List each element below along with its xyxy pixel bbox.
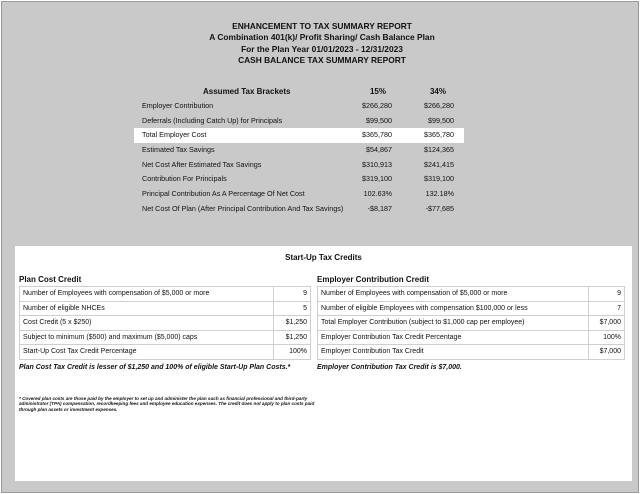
plan-cost-credit-section <box>19 273 311 371</box>
row-value: 7 <box>588 301 624 316</box>
plan-year: For the Plan Year 01/01/2023 - 12/31/2023 <box>241 43 403 54</box>
value-34: $319,100 <box>424 174 454 184</box>
table-row <box>134 158 464 173</box>
plan-cost-credit-note: Plan Cost Tax Credit is lesser of $1,250 and 100% of eligible Start-Up Plan Costs.* <box>19 363 291 371</box>
row-label: Start-Up Cost Tax Credit Percentage <box>20 345 274 360</box>
value-34: 132.18% <box>425 189 454 199</box>
table-row <box>20 301 311 316</box>
row-value: $1,250 <box>273 316 310 331</box>
table-row <box>134 114 464 129</box>
row-value: 9 <box>588 287 624 302</box>
row-label: Estimated Tax Savings <box>142 145 215 155</box>
row-label: Net Cost After Estimated Tax Savings <box>142 159 262 169</box>
value-15: 102.63% <box>363 189 392 199</box>
table-row <box>318 301 625 316</box>
highlighted-row-total-employer-cost <box>134 128 464 143</box>
plan-cost-credit-table <box>19 286 311 360</box>
value-15: -$8,187 <box>367 203 392 213</box>
table-row <box>20 287 311 302</box>
table-row <box>134 99 464 114</box>
value-15: $319,100 <box>362 174 392 184</box>
row-value: 100% <box>273 345 310 360</box>
report-subtitle: A Combination 401(k)/ Profit Sharing/ Cash Balance Plan <box>209 32 435 43</box>
value-34: $365,780 <box>424 130 454 140</box>
startup-tax-credits-panel <box>15 246 632 481</box>
row-label: Contribution For Principals <box>142 174 227 184</box>
row-label: Total Employer Contribution (subject to $1,000 cap per employee) <box>318 316 589 331</box>
value-15: $54,867 <box>366 145 392 155</box>
value-15: $310,913 <box>362 159 392 169</box>
tax-summary-header <box>134 86 464 98</box>
report-section-title: CASH BALANCE TAX SUMMARY REPORT <box>238 54 406 65</box>
row-label: Employer Contribution Tax Credit Percentage <box>318 330 589 345</box>
table-row <box>20 345 311 360</box>
row-label: Number of Employees with compensation of $5,000 or more <box>20 287 274 302</box>
row-value: 100% <box>588 330 624 345</box>
plan-cost-credit-heading: Plan Cost Credit <box>19 275 82 284</box>
row-label: Employer Contribution Tax Credit <box>318 345 589 360</box>
row-value: $7,000 <box>588 316 624 331</box>
row-label: Number of eligible NHCEs <box>20 301 274 316</box>
report-title: ENHANCEMENT TO TAX SUMMARY REPORT <box>232 21 412 31</box>
bracket-34-heading: 34% <box>429 87 446 96</box>
startup-credits-title: Start-Up Tax Credits <box>285 253 362 262</box>
table-row <box>318 345 625 360</box>
value-34: $124,365 <box>424 145 454 155</box>
row-label: Principal Contribution As A Percentage Of Net Cost <box>142 189 305 199</box>
value-15: $365,780 <box>362 130 392 140</box>
value-15: $266,280 <box>362 101 392 110</box>
value-34: $99,500 <box>428 115 454 125</box>
row-label: Subject to minimum ($500) and maximum ($5,000) caps <box>20 330 274 345</box>
row-label: Number of Employees with compensation of $5,000 or more <box>318 287 589 302</box>
row-value: 5 <box>273 301 310 316</box>
report-header <box>2 21 640 66</box>
row-value: 9 <box>273 287 310 302</box>
employer-contribution-credit-heading: Employer Contribution Credit <box>317 275 429 284</box>
bracket-15-heading: 15% <box>369 87 386 96</box>
table-row <box>318 330 625 345</box>
employer-contribution-credit-note: Employer Contribution Tax Credit is $7,000. <box>317 363 462 371</box>
row-label: Net Cost Of Plan (After Principal Contribution And Tax Savings) <box>142 203 344 213</box>
row-value: $7,000 <box>588 345 624 360</box>
employer-contribution-credit-table <box>317 286 625 360</box>
row-label: Total Employer Cost <box>142 130 207 140</box>
row-label: Deferrals (Including Catch Up) for Principals <box>142 115 283 125</box>
row-label: Employer Contribution <box>142 101 214 110</box>
value-15: $99,500 <box>366 115 392 125</box>
table-row <box>20 330 311 345</box>
document-frame <box>1 1 639 493</box>
table-row <box>318 316 625 331</box>
table-row <box>134 202 464 217</box>
footnote: * Covered plan costs are those paid by the employer to set up and administer the plan such as financial professional and third-party administrator (TPA) compensation, recordkeeping fees and employee education expenses. The credit does not apply to plan costs paid through plan assets or investment expenses. <box>19 396 315 412</box>
value-34: $266,280 <box>424 101 454 110</box>
table-row <box>134 172 464 187</box>
table-row <box>20 316 311 331</box>
tax-brackets-heading: Assumed Tax Brackets <box>203 87 291 96</box>
row-label: Number of eligible Employees with compensation $100,000 or less <box>318 301 589 316</box>
table-row <box>318 287 625 302</box>
table-row <box>134 187 464 202</box>
row-label: Cost Credit (5 x $250) <box>20 316 274 331</box>
tax-summary-table <box>134 86 464 217</box>
table-row <box>134 143 464 158</box>
value-34: -$77,685 <box>425 203 454 213</box>
value-34: $241,415 <box>424 159 454 169</box>
employer-contribution-credit-section <box>317 273 625 371</box>
row-value: $1,250 <box>273 330 310 345</box>
